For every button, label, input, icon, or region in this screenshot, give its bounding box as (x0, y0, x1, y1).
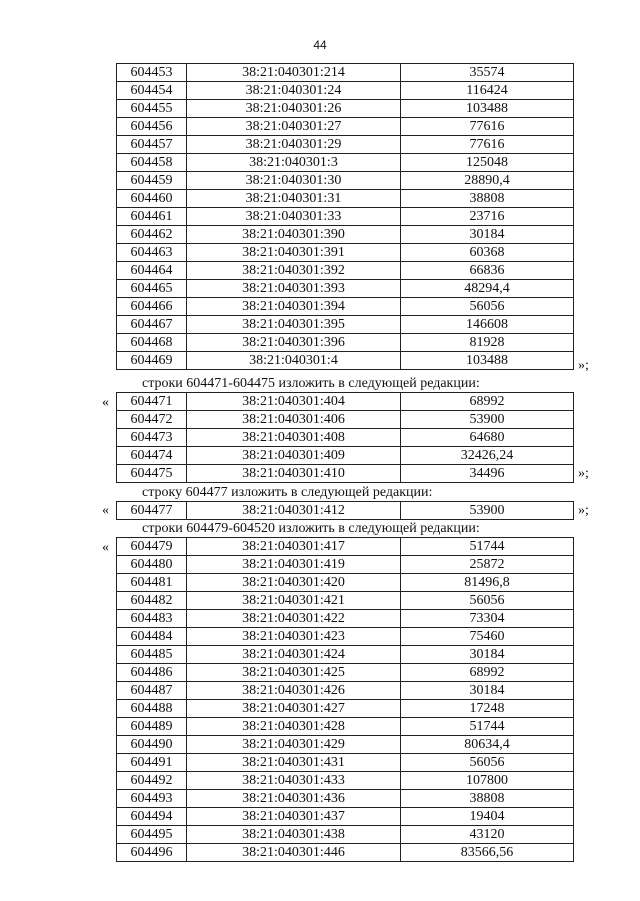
value-cell: 53900 (401, 502, 574, 520)
cadastral-number-cell: 38:21:040301:392 (187, 262, 401, 280)
cadastral-number-cell: 38:21:040301:31 (187, 190, 401, 208)
row-number-cell: 604467 (117, 316, 187, 334)
row-number-cell: 604486 (117, 664, 187, 682)
cadastral-number-cell: 38:21:040301:423 (187, 628, 401, 646)
value-cell: 80634,4 (401, 736, 574, 754)
cadastral-number-cell: 38:21:040301:419 (187, 556, 401, 574)
row-number-cell: 604463 (117, 244, 187, 262)
cadastral-number-cell: 38:21:040301:390 (187, 226, 401, 244)
table-row (117, 82, 574, 100)
value-cell: 75460 (401, 628, 574, 646)
data-table-1 (116, 63, 574, 370)
table-row (117, 808, 574, 826)
row-number-cell: 604471 (117, 393, 187, 411)
page-number: 44 (313, 38, 327, 52)
table-row (117, 682, 574, 700)
row-number-cell: 604458 (117, 154, 187, 172)
table-row (117, 447, 574, 465)
table-row (117, 154, 574, 172)
closing-quote-3: »; (578, 503, 589, 518)
cadastral-number-cell: 38:21:040301:424 (187, 646, 401, 664)
table-row (117, 700, 574, 718)
value-cell: 125048 (401, 154, 574, 172)
cadastral-number-cell: 38:21:040301:438 (187, 826, 401, 844)
row-number-cell: 604464 (117, 262, 187, 280)
value-cell: 66836 (401, 262, 574, 280)
row-number-cell: 604487 (117, 682, 187, 700)
row-number-cell: 604488 (117, 700, 187, 718)
table-row (117, 790, 574, 808)
table-row (117, 772, 574, 790)
cadastral-number-cell: 38:21:040301:30 (187, 172, 401, 190)
cadastral-number-cell: 38:21:040301:3 (187, 154, 401, 172)
row-number-cell: 604494 (117, 808, 187, 826)
amendment-instruction-3: строки 604479-604520 изложить в следующей редакции: (142, 521, 480, 536)
value-cell: 35574 (401, 64, 574, 82)
value-cell: 116424 (401, 82, 574, 100)
cadastral-number-cell: 38:21:040301:29 (187, 136, 401, 154)
value-cell: 60368 (401, 244, 574, 262)
table-row (117, 262, 574, 280)
value-cell: 28890,4 (401, 172, 574, 190)
row-number-cell: 604474 (117, 447, 187, 465)
table-row (117, 316, 574, 334)
table-row (117, 411, 574, 429)
value-cell: 56056 (401, 592, 574, 610)
cadastral-number-cell: 38:21:040301:394 (187, 298, 401, 316)
value-cell: 43120 (401, 826, 574, 844)
value-cell: 68992 (401, 664, 574, 682)
value-cell: 25872 (401, 556, 574, 574)
value-cell: 107800 (401, 772, 574, 790)
row-number-cell: 604454 (117, 82, 187, 100)
table-row (117, 208, 574, 226)
value-cell: 53900 (401, 411, 574, 429)
value-cell: 103488 (401, 352, 574, 370)
row-number-cell: 604456 (117, 118, 187, 136)
closing-quote-1: »; (578, 358, 589, 373)
data-table-4 (116, 537, 574, 862)
cadastral-number-cell: 38:21:040301:27 (187, 118, 401, 136)
row-number-cell: 604493 (117, 790, 187, 808)
value-cell: 34496 (401, 465, 574, 483)
value-cell: 30184 (401, 646, 574, 664)
row-number-cell: 604460 (117, 190, 187, 208)
value-cell: 23716 (401, 208, 574, 226)
value-cell: 51744 (401, 538, 574, 556)
cadastral-number-cell: 38:21:040301:425 (187, 664, 401, 682)
cadastral-number-cell: 38:21:040301:26 (187, 100, 401, 118)
cadastral-number-cell: 38:21:040301:437 (187, 808, 401, 826)
data-table-2 (116, 392, 574, 483)
table-row (117, 136, 574, 154)
cadastral-number-cell: 38:21:040301:426 (187, 682, 401, 700)
row-number-cell: 604465 (117, 280, 187, 298)
table-row (117, 538, 574, 556)
cadastral-number-cell: 38:21:040301:396 (187, 334, 401, 352)
value-cell: 38808 (401, 790, 574, 808)
opening-quote-2: « (102, 395, 109, 410)
value-cell: 51744 (401, 718, 574, 736)
table-row (117, 244, 574, 262)
value-cell: 81496,8 (401, 574, 574, 592)
value-cell: 48294,4 (401, 280, 574, 298)
row-number-cell: 604496 (117, 844, 187, 862)
data-table-3 (116, 501, 574, 520)
row-number-cell: 604480 (117, 556, 187, 574)
table-row (117, 352, 574, 370)
cadastral-number-cell: 38:21:040301:408 (187, 429, 401, 447)
row-number-cell: 604455 (117, 100, 187, 118)
table-row (117, 226, 574, 244)
table-row (117, 465, 574, 483)
table-row (117, 736, 574, 754)
value-cell: 77616 (401, 118, 574, 136)
amendment-instruction-1: строки 604471-604475 изложить в следующей редакции: (142, 376, 480, 391)
row-number-cell: 604473 (117, 429, 187, 447)
table-row (117, 64, 574, 82)
table-row (117, 574, 574, 592)
table-row (117, 646, 574, 664)
table-row (117, 610, 574, 628)
row-number-cell: 604453 (117, 64, 187, 82)
row-number-cell: 604479 (117, 538, 187, 556)
cadastral-number-cell: 38:21:040301:412 (187, 502, 401, 520)
row-number-cell: 604482 (117, 592, 187, 610)
value-cell: 83566,56 (401, 844, 574, 862)
table-row (117, 172, 574, 190)
row-number-cell: 604466 (117, 298, 187, 316)
value-cell: 146608 (401, 316, 574, 334)
cadastral-number-cell: 38:21:040301:428 (187, 718, 401, 736)
value-cell: 38808 (401, 190, 574, 208)
cadastral-number-cell: 38:21:040301:409 (187, 447, 401, 465)
row-number-cell: 604489 (117, 718, 187, 736)
table-row (117, 280, 574, 298)
value-cell: 32426,24 (401, 447, 574, 465)
amendment-instruction-2: строку 604477 изложить в следующей редакции: (142, 485, 433, 500)
row-number-cell: 604468 (117, 334, 187, 352)
table-row (117, 844, 574, 862)
row-number-cell: 604483 (117, 610, 187, 628)
table-row (117, 664, 574, 682)
value-cell: 30184 (401, 226, 574, 244)
opening-quote-4: « (102, 540, 109, 555)
row-number-cell: 604491 (117, 754, 187, 772)
cadastral-number-cell: 38:21:040301:429 (187, 736, 401, 754)
row-number-cell: 604469 (117, 352, 187, 370)
value-cell: 73304 (401, 610, 574, 628)
table-row (117, 334, 574, 352)
cadastral-number-cell: 38:21:040301:24 (187, 82, 401, 100)
opening-quote-3: « (102, 503, 109, 518)
cadastral-number-cell: 38:21:040301:4 (187, 352, 401, 370)
cadastral-number-cell: 38:21:040301:436 (187, 790, 401, 808)
table-row (117, 826, 574, 844)
row-number-cell: 604472 (117, 411, 187, 429)
table-row (117, 502, 574, 520)
cadastral-number-cell: 38:21:040301:421 (187, 592, 401, 610)
value-cell: 103488 (401, 100, 574, 118)
value-cell: 30184 (401, 682, 574, 700)
table-row (117, 556, 574, 574)
closing-quote-2: »; (578, 466, 589, 481)
row-number-cell: 604475 (117, 465, 187, 483)
cadastral-number-cell: 38:21:040301:404 (187, 393, 401, 411)
table-row (117, 100, 574, 118)
value-cell: 77616 (401, 136, 574, 154)
cadastral-number-cell: 38:21:040301:422 (187, 610, 401, 628)
cadastral-number-cell: 38:21:040301:406 (187, 411, 401, 429)
row-number-cell: 604490 (117, 736, 187, 754)
value-cell: 64680 (401, 429, 574, 447)
cadastral-number-cell: 38:21:040301:427 (187, 700, 401, 718)
table-row (117, 298, 574, 316)
row-number-cell: 604457 (117, 136, 187, 154)
value-cell: 68992 (401, 393, 574, 411)
cadastral-number-cell: 38:21:040301:410 (187, 465, 401, 483)
row-number-cell: 604462 (117, 226, 187, 244)
value-cell: 17248 (401, 700, 574, 718)
cadastral-number-cell: 38:21:040301:420 (187, 574, 401, 592)
row-number-cell: 604495 (117, 826, 187, 844)
cadastral-number-cell: 38:21:040301:33 (187, 208, 401, 226)
table-row (117, 718, 574, 736)
value-cell: 56056 (401, 754, 574, 772)
row-number-cell: 604477 (117, 502, 187, 520)
cadastral-number-cell: 38:21:040301:214 (187, 64, 401, 82)
value-cell: 81928 (401, 334, 574, 352)
cadastral-number-cell: 38:21:040301:417 (187, 538, 401, 556)
row-number-cell: 604484 (117, 628, 187, 646)
table-row (117, 592, 574, 610)
cadastral-number-cell: 38:21:040301:433 (187, 772, 401, 790)
table-row (117, 628, 574, 646)
row-number-cell: 604481 (117, 574, 187, 592)
table-row (117, 429, 574, 447)
table-row (117, 393, 574, 411)
value-cell: 56056 (401, 298, 574, 316)
cadastral-number-cell: 38:21:040301:446 (187, 844, 401, 862)
row-number-cell: 604461 (117, 208, 187, 226)
row-number-cell: 604485 (117, 646, 187, 664)
cadastral-number-cell: 38:21:040301:393 (187, 280, 401, 298)
cadastral-number-cell: 38:21:040301:395 (187, 316, 401, 334)
value-cell: 19404 (401, 808, 574, 826)
cadastral-number-cell: 38:21:040301:391 (187, 244, 401, 262)
row-number-cell: 604459 (117, 172, 187, 190)
row-number-cell: 604492 (117, 772, 187, 790)
table-row (117, 754, 574, 772)
table-row (117, 118, 574, 136)
cadastral-number-cell: 38:21:040301:431 (187, 754, 401, 772)
table-row (117, 190, 574, 208)
